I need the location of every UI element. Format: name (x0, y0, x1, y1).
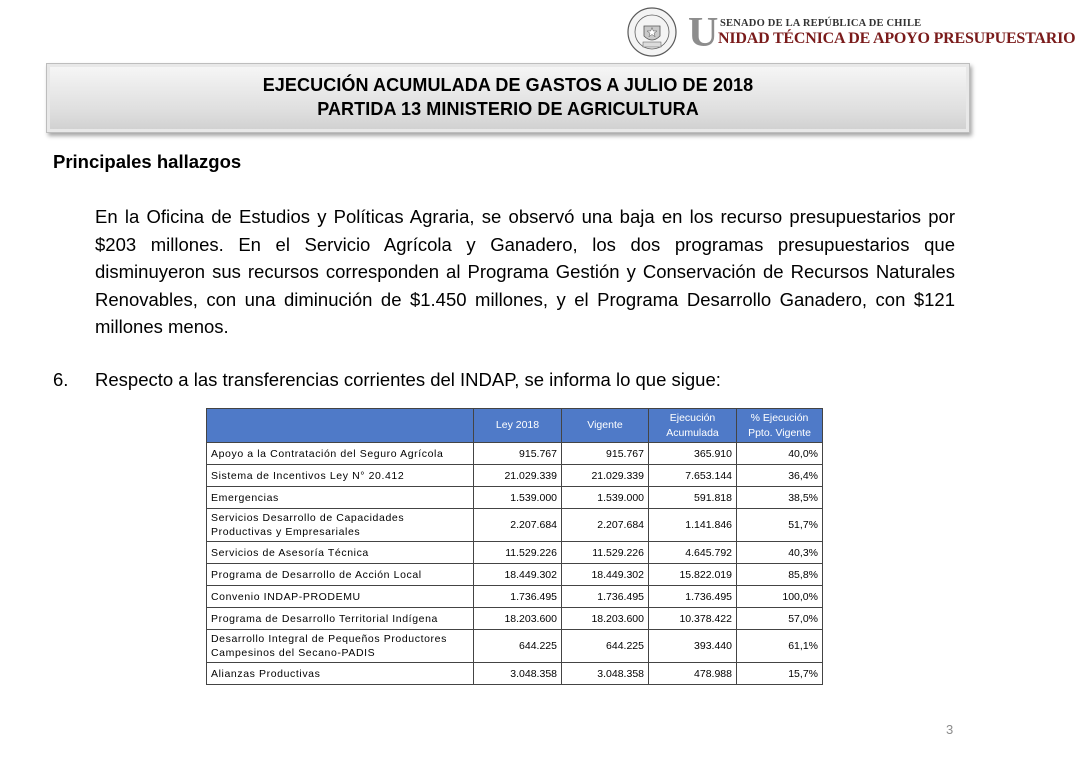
cell-pct: 15,7% (737, 663, 823, 685)
header-pct (737, 409, 823, 443)
cell-vigente: 2.207.684 (562, 509, 649, 542)
cell-name: Alianzas Productivas (207, 663, 474, 685)
cell-vigente: 1.736.495 (562, 586, 649, 608)
table-row (207, 509, 823, 542)
table-header-row (207, 409, 823, 443)
unidad-label: NIDAD TÉCNICA DE APOYO PRESUPUESTARIO (718, 30, 1075, 47)
cell-ejecucion: 4.645.792 (649, 542, 737, 564)
cell-pct: 38,5% (737, 487, 823, 509)
cell-ejecucion: 7.653.144 (649, 465, 737, 487)
header-pct-line2: Ppto. Vigente (748, 426, 811, 439)
cell-vigente: 18.203.600 (562, 608, 649, 630)
cell-name: Servicios de Asesoría Técnica (207, 542, 474, 564)
cell-name: Emergencias (207, 487, 474, 509)
cell-name: Desarrollo Integral de Pequeños Productores Campesinos del Secano-PADIS (207, 630, 474, 663)
section-heading: Principales hallazgos (53, 151, 242, 172)
cell-vigente: 915.767 (562, 443, 649, 465)
indap-transfers-table (206, 408, 823, 685)
cell-vigente: 3.048.358 (562, 663, 649, 685)
table-row (207, 630, 823, 663)
cell-pct: 85,8% (737, 564, 823, 586)
cell-pct: 36,4% (737, 465, 823, 487)
header-ejecucion-line2: Acumulada (666, 426, 719, 439)
cell-ejecucion: 393.440 (649, 630, 737, 663)
header-pct-line1: % Ejecución (750, 411, 809, 424)
cell-pct: 40,3% (737, 542, 823, 564)
cell-ley: 18.203.600 (474, 608, 562, 630)
title-line-1: EJECUCIÓN ACUMULADA DE GASTOS A JULIO DE 2018 (262, 75, 754, 95)
cell-ley: 915.767 (474, 443, 562, 465)
cell-name: Servicios Desarrollo de Capacidades Productivas y Empresariales (207, 509, 474, 542)
cell-name: Sistema de Incentivos Ley N° 20.412 (207, 465, 474, 487)
senado-seal-icon (626, 6, 678, 58)
cell-ejecucion: 1.736.495 (649, 586, 737, 608)
header-logo (626, 6, 1075, 56)
header-ley: Ley 2018 (474, 409, 562, 443)
item-text: Respecto a las transferencias corrientes del INDAP, se informa lo que sigue: (95, 369, 721, 390)
header-vigente: Vigente (562, 409, 649, 443)
header-ejecucion-line1: Ejecución (669, 411, 716, 424)
cell-ley: 11.529.226 (474, 542, 562, 564)
cell-pct: 51,7% (737, 509, 823, 542)
cell-vigente: 644.225 (562, 630, 649, 663)
table-row (207, 487, 823, 509)
page-number: 3 (946, 722, 954, 737)
table-row (207, 663, 823, 685)
cell-ejecucion: 15.822.019 (649, 564, 737, 586)
cell-pct: 40,0% (737, 443, 823, 465)
cell-vigente: 18.449.302 (562, 564, 649, 586)
title-box (46, 63, 970, 133)
senado-label: SENADO DE LA REPÚBLICA DE CHILE (720, 18, 922, 29)
cell-ley: 3.048.358 (474, 663, 562, 685)
header-name (207, 409, 474, 443)
logo-letter-u: U (688, 10, 719, 56)
cell-ejecucion: 365.910 (649, 443, 737, 465)
cell-name: Programa de Desarrollo Territorial Indígena (207, 608, 474, 630)
table-row (207, 542, 823, 564)
title-line-2: PARTIDA 13 MINISTERIO DE AGRICULTURA (317, 99, 699, 119)
table-row (207, 586, 823, 608)
cell-ley: 1.539.000 (474, 487, 562, 509)
findings-paragraph: En la Oficina de Estudios y Políticas Agraria, se observó una baja en los recurso presupuestarios por $203 millones. En el Servicio Agrícola y Ganadero, los dos programas presupuestarios que disminuyeron sus recursos corresponden al Programa Gestión y Conservación de Recursos Naturales Renovables, con una diminución de $1.450 millones, y el Programa Desarrollo Ganadero, con $121 millones menos. (95, 206, 955, 337)
table-row (207, 608, 823, 630)
item-number: 6. (53, 369, 69, 390)
cell-ley: 18.449.302 (474, 564, 562, 586)
table-row (207, 443, 823, 465)
cell-vigente: 11.529.226 (562, 542, 649, 564)
cell-vigente: 21.029.339 (562, 465, 649, 487)
cell-name: Programa de Desarrollo de Acción Local (207, 564, 474, 586)
table-row (207, 564, 823, 586)
cell-ejecucion: 478.988 (649, 663, 737, 685)
header-ejecucion (649, 409, 737, 443)
cell-pct: 57,0% (737, 608, 823, 630)
cell-ejecucion: 591.818 (649, 487, 737, 509)
cell-ley: 21.029.339 (474, 465, 562, 487)
cell-pct: 100,0% (737, 586, 823, 608)
cell-ley: 2.207.684 (474, 509, 562, 542)
cell-vigente: 1.539.000 (562, 487, 649, 509)
table-row (207, 465, 823, 487)
numbered-item-6 (53, 369, 721, 391)
cell-name: Apoyo a la Contratación del Seguro Agrícola (207, 443, 474, 465)
cell-ejecucion: 1.141.846 (649, 509, 737, 542)
cell-ley: 1.736.495 (474, 586, 562, 608)
cell-name: Convenio INDAP-PRODEMU (207, 586, 474, 608)
cell-pct: 61,1% (737, 630, 823, 663)
cell-ejecucion: 10.378.422 (649, 608, 737, 630)
cell-ley: 644.225 (474, 630, 562, 663)
